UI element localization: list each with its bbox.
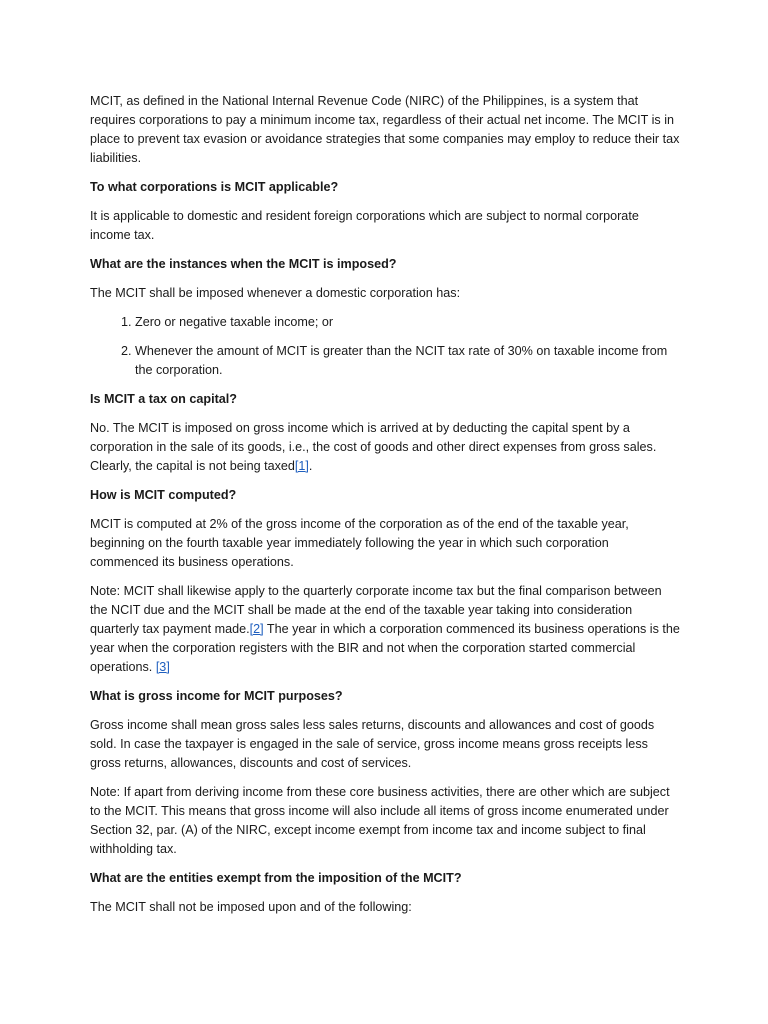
intro-paragraph: MCIT, as defined in the National Internal Revenue Code (NIRC) of the Philippines, is a system that requires corporations to pay a minimum income tax, regardless of their actual net income. The MCIT is in place to prevent tax evasion or avoidance strategies that some companies may employ to reduce their tax liabilities. <box>90 94 680 165</box>
question-instances: What are the instances when the MCIT is imposed? <box>90 257 397 271</box>
question-gross-income: What is gross income for MCIT purposes? <box>90 689 343 703</box>
question-computation: How is MCIT computed? <box>90 488 237 502</box>
question-applicability: To what corporations is MCIT applicable? <box>90 180 339 194</box>
answer-gross-income: Gross income shall mean gross sales less sales returns, discounts and allowances and cost of goods sold. In case the taxpayer is engaged in the sale of service, gross income means gross receipts less gross returns, allowances, discounts and cost of services. <box>90 718 655 770</box>
answer-capital-text: No. The MCIT is imposed on gross income which is arrived at by deducting the capital spent by a corporation in the sale of its goods, i.e., the cost of goods and other direct expenses from gross sales. Clearly, the capital is not being taxed <box>90 421 657 473</box>
answer-exempt-entities: The MCIT shall not be imposed upon and of the following: <box>90 900 412 914</box>
footnote-link-3[interactable]: [3] <box>155 660 170 674</box>
answer-computation: MCIT is computed at 2% of the gross income of the corporation as of the end of the taxable year, beginning on the fourth taxable year immediately following the year in which such corporation commenced its business operations. <box>90 517 629 569</box>
list-item: 1. Zero or negative taxable income; or <box>135 313 680 332</box>
note-gross-income: Note: If apart from deriving income from these core business activities, there are other which are subject to the MCIT. This means that gross income will also include all items of gross income enumerated under Section 32, par. (A) of the NIRC, except income exempt from income tax and income subject to final withholding tax. <box>90 785 670 856</box>
question-capital: Is MCIT a tax on capital? <box>90 392 237 406</box>
answer-applicability: It is applicable to domestic and resident foreign corporations which are subject to normal corporate income tax. <box>90 209 639 242</box>
answer-capital <box>90 419 680 476</box>
note-quarterly-text-a: Note: MCIT shall likewise apply to the quarterly corporate income tax but the final comparison between the NCIT due and the MCIT shall be made at the end of the taxable year taking into consideration quarterly tax payment made. <box>90 584 662 636</box>
note-quarterly <box>90 582 680 677</box>
footnote-link-1[interactable]: [1] <box>294 459 309 473</box>
answer-instances: The MCIT shall be imposed whenever a domestic corporation has: <box>90 286 461 300</box>
footnote-link-2[interactable]: [2] <box>249 622 264 636</box>
question-exempt-entities: What are the entities exempt from the imposition of the MCIT? <box>90 871 462 885</box>
list-item: 2. Whenever the amount of MCIT is greater than the NCIT tax rate of 30% on taxable income from the corporation. <box>135 342 680 380</box>
instances-list <box>90 313 680 380</box>
answer-capital-end: . <box>308 459 313 473</box>
note-quarterly-text-b: The year in which a corporation commenced its business operations is the year when the corporation registers with the BIR and not when the corporation started commercial operations. <box>90 622 680 674</box>
